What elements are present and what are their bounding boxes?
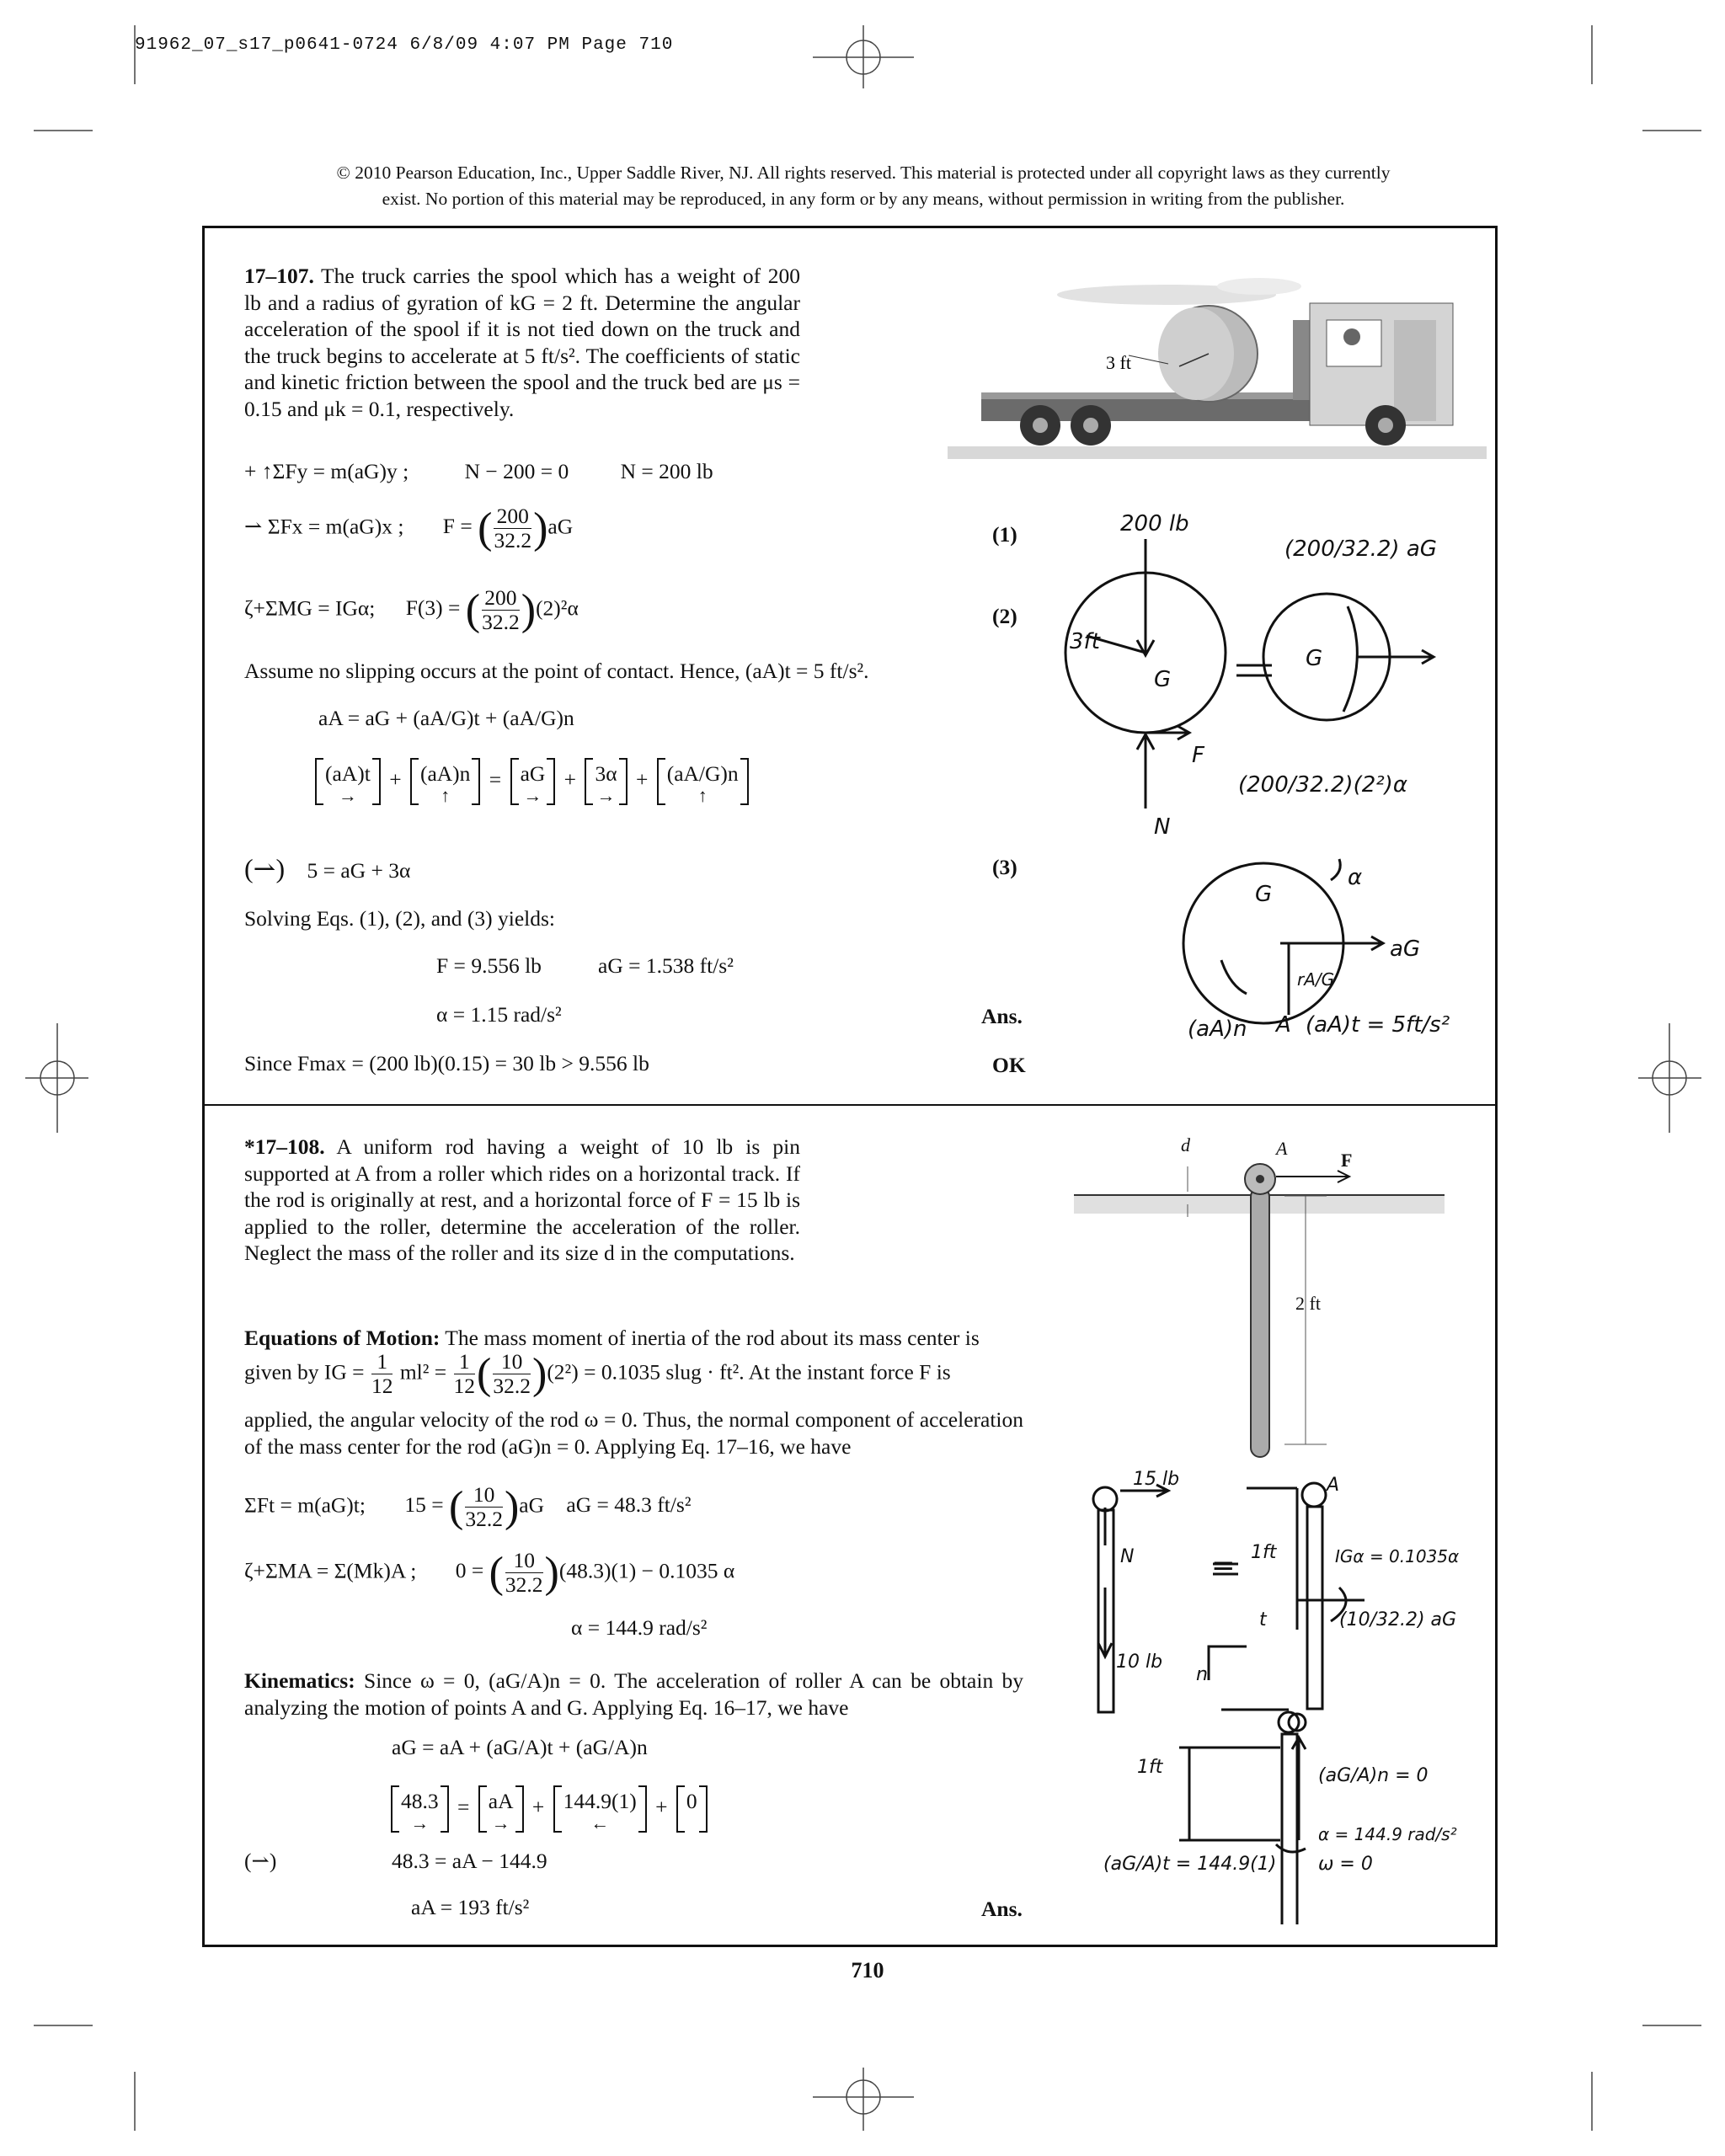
eq-sum-fy-right: N = 200 lb	[620, 459, 713, 483]
vector-equation: aA = aG + (aA/G)t + (aA/G)n	[318, 706, 574, 730]
rod-figure-a-label: A	[1276, 1138, 1288, 1159]
fbd1-n-label: N	[1154, 814, 1171, 840]
fbd1-ra-label: rA/G	[1297, 969, 1335, 990]
vec-term-2	[410, 758, 480, 805]
kin-term-3-arrow: ←	[590, 1812, 610, 1833]
vec-term-3-arrow: →	[523, 785, 542, 806]
eq-2-f: F(3) =	[405, 595, 461, 621]
eom-mid: ml² =	[399, 1359, 447, 1385]
page-number: 710	[851, 1958, 884, 1983]
eq-1-tag: (1)	[992, 522, 1017, 547]
fbd2-10lb-label: 10 lb	[1116, 1652, 1163, 1673]
kin-sign: (⇀)	[244, 1849, 277, 1873]
eq-sum-ma-den: 32.2	[505, 1572, 543, 1597]
since-text: Since Fmax = (200 lb)(0.15) = 30 lb > 9.556 lb	[244, 1051, 649, 1075]
eq-sum-ma-num: 10	[505, 1549, 543, 1573]
problem-divider	[202, 1104, 1498, 1106]
eq-sum-ma-tail: (48.3)(1) − 0.1035 α	[558, 1558, 735, 1583]
fbd1-aan-label: (aA)n	[1188, 1017, 1247, 1042]
fbd2-n-label: N	[1120, 1546, 1135, 1567]
print-slug: 91962_07_s17_p0641-0724 6/8/09 4:07 PM Page 710	[135, 35, 674, 55]
fbd3-agat-label: (aG/A)t = 144.9(1)	[1103, 1854, 1277, 1875]
vector-brackets: (aA)t → + (aA)n ↑ = aG → + 3α → + (aA/G)n ↑	[312, 758, 752, 805]
vec-term-1-arrow: →	[338, 785, 357, 806]
fbd2-equals-label: =	[1211, 1549, 1236, 1582]
kin-term-4	[676, 1785, 708, 1833]
kin-term-2	[478, 1785, 524, 1833]
eq-3-tag: (3)	[992, 855, 1017, 879]
fbd3-agan-label: (aG/A)n = 0	[1318, 1765, 1429, 1786]
fbd2-15lb-label: 15 lb	[1133, 1470, 1180, 1490]
eom-text-1: The mass moment of inertia of the rod about its mass center is	[445, 1326, 980, 1350]
rod-figure-2ft-label: 2 ft	[1295, 1293, 1321, 1314]
kin-term-1-arrow: →	[410, 1812, 430, 1833]
kinematics-heading: Kinematics:	[244, 1668, 355, 1693]
kin-brackets: 48.3 → = aA → + 144.9(1) ← + 0	[387, 1785, 711, 1833]
copyright-line-2: exist. No portion of this material may be reproduced, in any form or by any means, without permission in writing from the publisher.	[382, 189, 1345, 209]
vec-term-3	[510, 758, 556, 805]
problem-108-number: *17–108.	[244, 1134, 325, 1159]
fbd2-a-label: A	[1327, 1475, 1340, 1496]
eq-sum-fy-left: + ↑ΣFy = m(aG)y ;	[244, 459, 409, 483]
eq-3-sign: (⇀)	[244, 853, 286, 883]
fbd1-f-label: F	[1192, 743, 1204, 768]
kin-vector-eq: aG = aA + (aG/A)t + (aG/A)n	[392, 1735, 648, 1759]
fbd2-ia-label: IGα = 0.1035α	[1335, 1546, 1460, 1566]
truck-figure-3ft-label: 3 ft	[1106, 352, 1131, 373]
eom-text-2: applied, the angular velocity of the rod ω = 0. Thus, the normal component of acceleration of the mass center for the rod (aG)n = 0. Applying Eq. 17–16, we have	[244, 1407, 1023, 1459]
eq-2-num: 200	[482, 586, 520, 611]
vec-term-5	[657, 758, 749, 805]
eom-f1-num: 1	[371, 1350, 393, 1374]
fbd1-ialpha-label: (200/32.2)(2²)α	[1238, 772, 1407, 798]
eq-1-tail: aG	[547, 514, 574, 539]
eq-3-body: 5 = aG + 3α	[307, 858, 411, 883]
eom-f3-num: 10	[493, 1350, 531, 1374]
eq-sum-ft-15: 15 =	[404, 1492, 444, 1518]
eom-inertia-line: given by IG = $\frac{1}{12}$ ml² = $\frac{1}{12}$ ( $\frac{10}{32.2}$ )(2²) = 0.1035 slug · ft². At the instant force F is	[244, 1349, 951, 1398]
eq-alpha-result: α = 144.9 rad/s²	[571, 1615, 708, 1640]
answer-label-1: Ans.	[981, 1004, 1023, 1028]
fbd1-mag-label: (200/32.2) aG	[1284, 536, 1437, 562]
eq-sum-ma-left: ζ+ΣMA = Σ(Mk)A ;	[244, 1558, 417, 1583]
vec-term-1-text: (aA)t	[325, 761, 371, 786]
eq-sum-ft-result: aG = 48.3 ft/s²	[566, 1492, 692, 1518]
eq-sum-ft-den: 32.2	[465, 1507, 503, 1531]
kin-term-3	[553, 1785, 647, 1833]
spool-free-body-diagram	[1053, 505, 1474, 1078]
eq-1-den: 32.2	[494, 528, 532, 552]
eq-2: ζ+ΣMG = IGα; F(3) = ( $\frac{200}{32.2}$ )(2)²α	[244, 585, 579, 634]
result-alpha: α = 1.15 rad/s²	[436, 1002, 562, 1027]
truck-figure	[948, 270, 1487, 459]
eom-heading: Equations of Motion:	[244, 1326, 441, 1350]
eom-f2-den: 12	[453, 1374, 476, 1398]
eq-sum-fy	[244, 459, 713, 484]
kin-term-2-arrow: →	[491, 1812, 510, 1833]
eq-sum-ft-num: 10	[465, 1483, 503, 1508]
eq-sum-ma-0: 0 =	[455, 1558, 484, 1583]
eom-f3-den: 32.2	[493, 1374, 531, 1398]
ok-label: OK	[992, 1053, 1026, 1077]
kin-term-2-text: aA	[488, 1789, 514, 1813]
eom-f2-num: 1	[454, 1350, 476, 1374]
kin-term-1	[391, 1785, 449, 1833]
vec-term-2-arrow: ↑	[441, 785, 451, 806]
fbd1-g3-label: G	[1255, 882, 1273, 907]
eq-sum-ft-left: ΣFt = m(aG)t;	[244, 1492, 366, 1518]
fbd1-g2-label: G	[1306, 646, 1323, 671]
eq-2-left: ζ+ΣMG = IGα;	[244, 595, 376, 621]
vec-term-5-text: (aA/G)n	[666, 761, 739, 786]
fbd2-t-label: t	[1259, 1609, 1267, 1630]
vec-term-4	[585, 758, 627, 805]
fbd1-aat-label: (aA)t = 5ft/s²	[1306, 1012, 1450, 1038]
kin-result: aA = 193 ft/s²	[411, 1895, 530, 1919]
vec-term-3-text: aG	[520, 761, 546, 786]
eq-sum-ft: ΣFt = m(aG)t; 15 = ( $\frac{10}{32.2}$ )aG aG = 48.3 ft/s²	[244, 1482, 692, 1531]
eq-2-den: 32.2	[482, 610, 520, 634]
fbd1-g-label: G	[1154, 667, 1172, 692]
copyright-line-1: © 2010 Pearson Education, Inc., Upper Saddle River, NJ. All rights reserved. This material is protected under all copyright laws as they currently	[336, 163, 1391, 183]
copyright-notice	[194, 160, 1533, 212]
fbd3-alpha-label: α = 144.9 rad/s²	[1318, 1824, 1457, 1844]
fbd3-1ft-label: 1ft	[1137, 1757, 1163, 1778]
eq-1-num: 200	[494, 504, 531, 529]
fbd2-mag-label: (10/32.2) aG	[1339, 1609, 1457, 1630]
rod-figure-f-label: F	[1341, 1150, 1353, 1171]
eq-1-f: F =	[442, 514, 473, 539]
problem-107-text: The truck carries the spool which has a weight of 200 lb and a radius of gyration of kG = 2 ft. Determine the angular acceleration of the spool if it is not tied down on the truck and the truck begins to accelerate at 5 ft/s². The coefficients of static and kinetic friction between the spool and the truck bed are μs = 0.15 and μk = 0.1, respectively.	[244, 264, 801, 421]
answer-label-2: Ans.	[981, 1897, 1023, 1921]
vec-term-4-text: 3α	[595, 761, 617, 786]
fbd1-a-label: A	[1276, 1012, 1291, 1038]
problem-107-number: 17–107.	[244, 264, 314, 288]
result-f: F = 9.556 lb	[436, 953, 542, 978]
rod-free-body-diagram	[1087, 1470, 1474, 1924]
assume-text: Assume no slipping occurs at the point of contact. Hence, (aA)t = 5 ft/s².	[244, 659, 869, 683]
problem-107-statement	[244, 263, 800, 422]
eq-1-left: ⇀ ΣFx = m(aG)x ;	[244, 514, 404, 539]
eom-after: (2²) = 0.1035 slug · ft². At the instant force F is	[547, 1359, 951, 1385]
rod-figure	[1070, 1133, 1457, 1461]
fbd1-200lb-label: 200 lb	[1120, 511, 1189, 536]
solving-text: Solving Eqs. (1), (2), and (3) yields:	[244, 906, 555, 931]
eom-f1-den: 12	[371, 1374, 393, 1398]
kinematics-text: Since ω = 0, (aG/A)n = 0. The acceleration of roller A can be obtain by analyzing the motion of points A and G. Applying Eq. 16–17, we have	[244, 1668, 1023, 1720]
fbd3-omega-label: ω = 0	[1318, 1854, 1373, 1875]
kin-term-1-text: 48.3	[401, 1789, 439, 1813]
vec-term-5-arrow: ↑	[697, 785, 708, 806]
fbd1-ag-label: aG	[1390, 937, 1421, 962]
eq-1: ⇀ ΣFx = m(aG)x ; F = ( $\frac{200}{32.2}$ )aG	[244, 504, 574, 552]
eom-given: given by IG =	[244, 1359, 365, 1385]
kin-equation: 48.3 = aA − 144.9	[392, 1849, 547, 1873]
problem-108-text: A uniform rod having a weight of 10 lb is pin supported at A from a roller which rides on a horizontal track. If the rod is originally at rest, and a horizontal force of F = 15 lb is applied to the roller, determine the acceleration of the roller. Neglect the mass of the roller and its size d in the computations.	[244, 1134, 800, 1265]
fbd2-n2-label: n	[1196, 1664, 1208, 1685]
eq-sum-fy-mid: N − 200 = 0	[464, 459, 569, 483]
kin-term-4-text: 0	[686, 1789, 697, 1813]
fbd1-alpha-label: α	[1348, 865, 1363, 890]
fbd1-3ft-label: 3ft	[1070, 629, 1100, 654]
vec-term-2-text: (aA)n	[419, 761, 471, 786]
vec-term-4-arrow: →	[596, 785, 616, 806]
rod-figure-d-label: d	[1181, 1134, 1190, 1155]
eom-paragraph	[244, 1325, 1023, 1352]
kin-term-3-text: 144.9(1)	[563, 1789, 637, 1813]
eq-2-tag: (2)	[992, 604, 1017, 628]
eq-3	[244, 852, 410, 884]
kinematics-paragraph	[244, 1668, 1023, 1721]
eq-sum-ma: ζ+ΣMA = Σ(Mk)A ; 0 = ( $\frac{10}{32.2}$ )(48.3)(1) − 0.1035 α	[244, 1548, 735, 1597]
problem-108-statement	[244, 1134, 800, 1267]
eq-sum-ft-tail: aG	[519, 1492, 544, 1518]
vec-term-1	[315, 758, 381, 805]
eq-2-tail: (2)²α	[536, 595, 579, 621]
fbd2-1ft-label: 1ft	[1251, 1542, 1277, 1563]
result-ag: aG = 1.538 ft/s²	[598, 953, 734, 978]
